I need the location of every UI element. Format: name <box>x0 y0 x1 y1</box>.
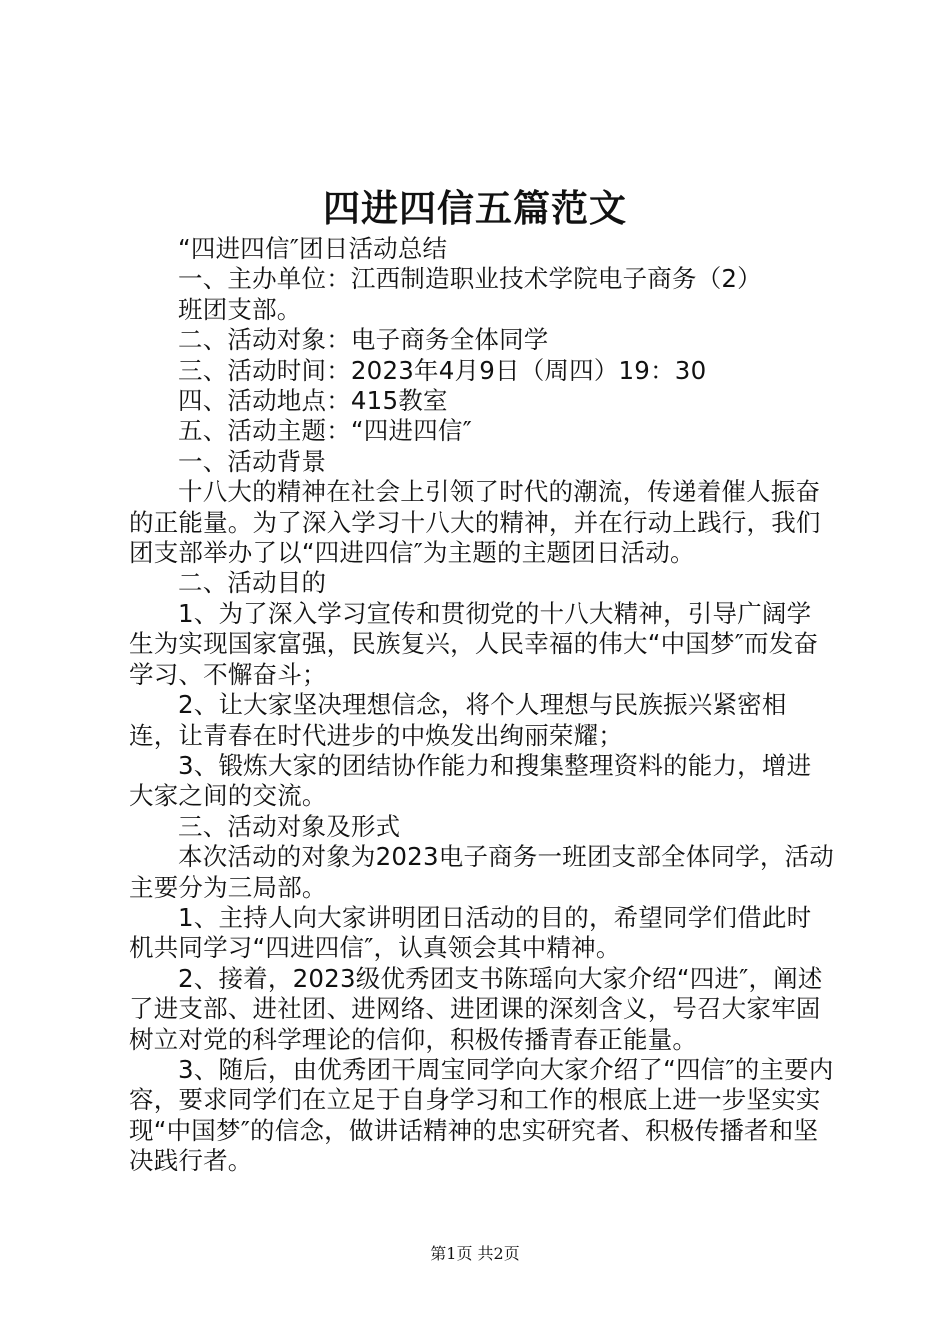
paragraph: 十八大的精神在社会上引领了时代的潮流，传递着催人振奋的正能量。为了深入学习十八大的精神，并在行动上践行，我们团支部举办了以“四进四信″为主题的主题团日活动。 <box>129 477 821 568</box>
paragraph: 五、活动主题：“四进四信″ <box>178 416 472 446</box>
document-title: 四进四信五篇范文 <box>323 186 627 230</box>
document-body <box>129 234 835 1177</box>
section-heading: 一、活动背景 <box>178 446 327 476</box>
paragraph: 一、主办单位：江西制造职业技术学院电子商务（2） <box>178 264 762 294</box>
paragraph: 班团支部。 <box>178 294 302 324</box>
paragraph: 2、让大家坚决理想信念，将个人理想与民族振兴紧密相连，让青春在时代进步的中焕发出绚丽荣耀； <box>129 690 787 750</box>
paragraph: 三、活动时间：2023年4月9日（周四）19：30 <box>178 355 707 385</box>
paragraph: 3、随后，由优秀团干周宝同学向大家介绍了“四信″的主要内容，要求同学们在立足于自身学习和工作的根底上进一步坚实实现“中国梦″的信念，做讲话精神的忠实研究者、积极传播者和坚决践行者。 <box>129 1054 834 1176</box>
paragraph: 四、活动地点：415教室 <box>178 386 448 416</box>
section-heading: 三、活动对象及形式 <box>178 811 401 841</box>
section-heading: 二、活动目的 <box>178 568 327 598</box>
paragraph: 2、接着，2023级优秀团支书陈瑶向大家介绍“四进″，阐述了进支部、进社团、进网络、进团课的深刻含义，号召大家牢固树立对党的科学理论的信仰，积极传播青春正能量。 <box>129 963 823 1054</box>
page-footer: 第1页 共2页 <box>430 1244 520 1263</box>
paragraph: “四进四信″团日活动总结 <box>178 234 448 263</box>
paragraph: 1、为了深入学习宣传和贯彻党的十八大精神，引导广阔学生为实现国家富强，民族复兴，人民幸福的伟大“中国梦″而发奋学习、不懈奋斗； <box>129 598 819 689</box>
paragraph: 1、主持人向大家讲明团日活动的目的，希望同学们借此时机共同学习“四进四信″，认真领会其中精神。 <box>129 902 812 963</box>
paragraph: 本次活动的对象为2023电子商务一班团支部全体同学，活动主要分为三局部。 <box>129 842 834 902</box>
paragraph: 3、锻炼大家的团结协作能力和搜集整理资料的能力，增进大家之间的交流。 <box>129 750 812 811</box>
paragraph: 二、活动对象：电子商务全体同学 <box>178 325 549 355</box>
